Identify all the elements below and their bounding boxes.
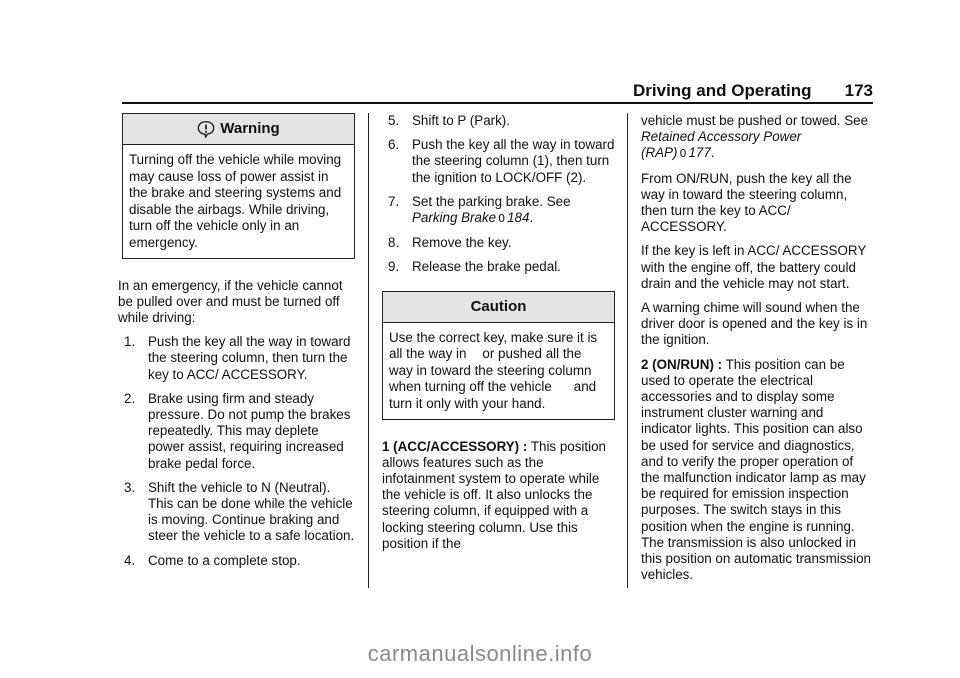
list-item: 5. Shift to P (Park). bbox=[388, 113, 510, 128]
on-run-label: 2 (ON/RUN) : bbox=[641, 356, 723, 372]
page-ref-number[interactable]: 177 bbox=[688, 145, 711, 161]
list-item: 4. Come to a complete stop. bbox=[124, 552, 301, 568]
acc-paragraph: 1 (ACC/ACCESSORY) : This position allows features such as the infotainment system to operate while the vehicle is off. It also unlocks the steering column, if equipped with a locking steering column. Use this position if the bbox=[382, 438, 606, 551]
page-header bbox=[625, 83, 873, 103]
rap-link[interactable]: Retained Accessory Power (RAP) bbox=[641, 129, 802, 161]
warning-text: Turning off the vehicle while moving may cause loss of power assist in the brake and steering systems and disable the airbags. While driving, turn off the vehicle only in an emergency. bbox=[129, 152, 342, 250]
list-item: 3. Shift the vehicle to N (Neutral). This can be done while the vehicle is moving. Continue braking and steer the vehicle to a safe location. bbox=[124, 479, 355, 544]
caution-title: Caution bbox=[470, 297, 527, 315]
list-item: 1. Push the key all the way in toward the steering column, then turn the key to ACC/ ACCESSORY. bbox=[124, 334, 351, 382]
chime-paragraph: A warning chime will sound when the driver door is opened and the key is in the ignition. bbox=[641, 300, 868, 348]
caution-text: Use the correct key, make sure it is all the way in or pushed all the way in toward the steering column when turning off the vehicle and turn it only with your hand. bbox=[389, 329, 598, 411]
watermark: carmanualsonline.info bbox=[367, 641, 593, 666]
list-item: 7. Set the parking brake. See Parking Brake 0 184. bbox=[388, 193, 571, 226]
page-number: 173 bbox=[844, 81, 873, 100]
acc-label: 1 (ACC/ACCESSORY) : bbox=[382, 438, 528, 454]
column-2 bbox=[382, 113, 616, 560]
parking-brake-link[interactable]: Parking Brake bbox=[412, 210, 497, 226]
steps-list-b bbox=[382, 113, 616, 276]
section-title: Driving and Operating bbox=[633, 81, 812, 100]
key-left-paragraph: If the key is left in ACC/ ACCESSORY with the engine off, the battery could drain and the vehicle may not start. bbox=[641, 243, 867, 291]
column-divider-2 bbox=[627, 113, 628, 588]
warning-icon bbox=[197, 120, 215, 138]
list-item: 6. Push the key all the way in toward the steering column (1), then turn the ignition to LOCK/OFF (2). bbox=[388, 137, 615, 185]
acc-paragraph-continued: vehicle must be pushed or towed. See Retained Accessory Power (RAP) 0 177. bbox=[641, 113, 869, 161]
warning-header bbox=[123, 114, 354, 145]
page-ref-number[interactable]: 184 bbox=[507, 210, 530, 226]
page-ref-icon: 0 bbox=[498, 212, 506, 226]
list-item: 2. Brake using firm and steady pressure. Do not pump the brakes repeatedly. This may deplete power assist, requiring increased brake pedal force. bbox=[124, 390, 351, 471]
intro-paragraph: In an emergency, if the vehicle cannot be pulled over and must be turned off while driving: bbox=[118, 277, 343, 325]
caution-box bbox=[382, 291, 615, 420]
page-ref-icon: 0 bbox=[679, 147, 687, 161]
list-item: 8. Remove the key. bbox=[388, 235, 512, 251]
caution-header bbox=[383, 292, 614, 323]
on-run-paragraph: 2 (ON/RUN) : This position can be used to operate the electrical accessories and to display some instrument cluster warning and indicator lights. This position can also be used for service and diagnostics, and to verify the proper operation of the malfunction indicator lamp as may be required for emission inspection purposes. The switch stays in this position when the engine is running. The transmission is also unlocked in this position on automatic transmission vehicles. bbox=[641, 356, 871, 583]
warning-box bbox=[122, 113, 355, 259]
column-3 bbox=[641, 113, 875, 591]
column-divider-1 bbox=[368, 113, 369, 588]
from-on-paragraph: From ON/RUN, push the key all the way in toward the steering column, then turn the key to ACC/ ACCESSORY. bbox=[641, 170, 852, 235]
list-item: 9. Release the brake pedal. bbox=[388, 259, 561, 275]
header-rule bbox=[122, 102, 873, 104]
warning-title: Warning bbox=[220, 119, 280, 137]
steps-list-a bbox=[118, 334, 356, 569]
column-1 bbox=[118, 113, 356, 577]
